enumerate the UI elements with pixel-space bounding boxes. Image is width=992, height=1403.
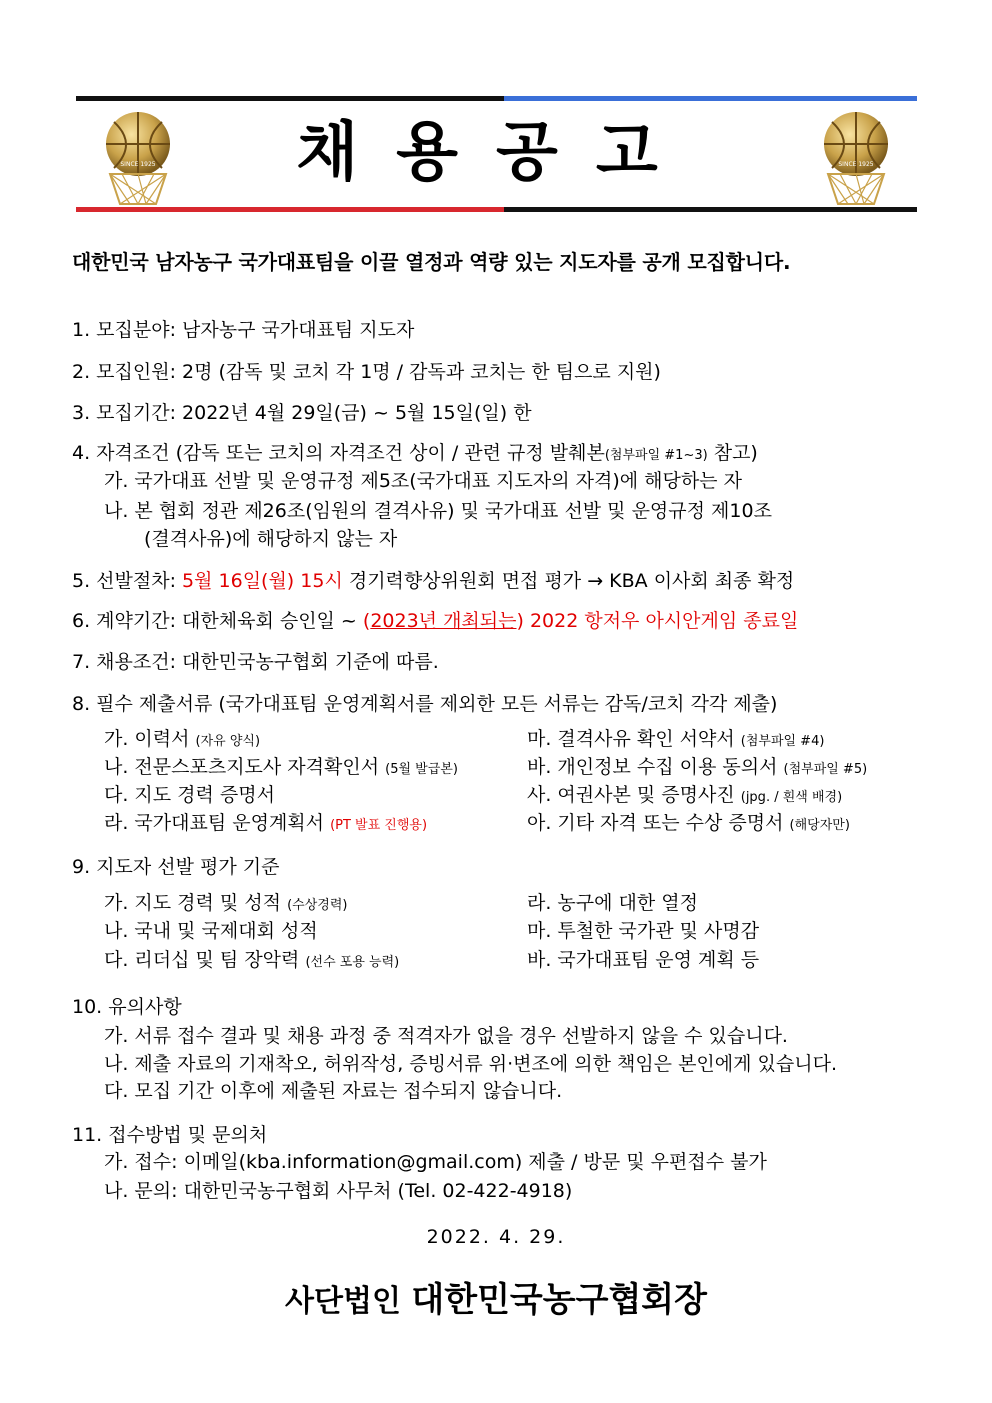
doc-ba [527,753,867,784]
note-na: 나. 제출 자료의 기재착오, 허위작성, 증빙서류 위·변조에 의한 책임은 본인에게 있습니다. [104,1053,837,1075]
logo-since-text-right: SINCE 1925 [838,161,874,168]
doc-na-label: 나. 전문스포츠지도사 자격확인서 [104,756,386,778]
item-5-text: 경기력향상위원회 면접 평가 → KBA 이사회 최종 확정 [342,570,795,592]
item-6-label: 6. 계약기간: 대한체육회 승인일 ~ [72,610,363,632]
doc-ma-note: (첨부파일 #4) [740,734,825,749]
signature-name: 대한민국농구협회장 [411,1280,707,1320]
crit-da [104,946,399,977]
doc-a-note: (해당자만) [789,818,850,833]
crit-ra: 라. 농구에 대한 열정 [527,892,698,914]
bottom-left-bar [76,207,504,212]
doc-a-label: 아. 기타 자격 또는 수상 증명서 [527,812,790,834]
item-4 [72,439,758,470]
doc-na [104,753,458,784]
doc-ga-label: 가. 이력서 [104,728,196,750]
item-8: 8. 필수 제출서류 (국가대표팀 운영계획서를 제외한 모든 서류는 감독/코치 각각 제출) [72,693,778,715]
page-title: 채용공고 [296,116,696,190]
item-1: 1. 모집분야: 남자농구 국가대표팀 지도자 [72,319,415,341]
item-11: 11. 접수방법 및 문의처 [72,1124,268,1146]
signature [0,1272,992,1321]
crit-da-note: (선수 포용 능력) [305,955,400,970]
crit-ga-note: (수상경력) [287,898,348,913]
item-6-held-year: 2023년 개최되는 [370,610,517,632]
doc-ma-label: 마. 결격사유 확인 서약서 [527,728,741,750]
note-da: 다. 모집 기간 이후에 제출된 자료는 접수되지 않습니다. [104,1080,563,1102]
doc-ra [104,809,427,840]
bottom-right-bar [504,207,917,212]
item-4-na: 나. 본 협회 정관 제26조(임원의 결격사유) 및 국가대표 선발 및 운영규정 제10조 [104,500,772,522]
crit-da-label: 다. 리더십 및 팀 장악력 [104,949,306,971]
top-left-bar [76,96,504,101]
doc-sa-note: (jpg. / 흰색 배경) [740,790,843,805]
doc-na-note: (5월 발급본) [385,762,458,777]
crit-ma: 마. 투철한 국가관 및 사명감 [527,920,760,942]
issue-date: 2022. 4. 29. [426,1226,566,1248]
contact-inquiry: 나. 문의: 대한민국농구협회 사무처 (Tel. 02-422-4918) [104,1180,573,1202]
item-10: 10. 유의사항 [72,996,182,1018]
item-5 [72,567,794,595]
doc-da: 다. 지도 경력 증명서 [104,784,275,806]
doc-sa-label: 사. 여권사본 및 증명사진 [527,784,741,806]
item-3: 3. 모집기간: 2022년 4월 29일(금) ~ 5월 15일(일) 한 [72,402,532,424]
doc-ra-note: (PT 발표 진행용) [330,818,428,833]
contact-apply: 가. 접수: 이메일(kba.information@gmail.com) 제출 / 방문 및 우편접수 불가 [104,1151,767,1173]
crit-na: 나. 국내 및 국제대회 성적 [104,920,318,942]
item-2: 2. 모집인원: 2명 (감독 및 코치 각 1명 / 감독과 코치는 한 팀으로 지원) [72,361,661,383]
item-4-text: 4. 자격조건 (감독 또는 코치의 자격조건 상이 / 관련 규정 발췌본 [72,442,605,464]
item-4-tail: 참고) [707,442,758,464]
note-ga: 가. 서류 접수 결과 및 채용 과정 중 적격자가 없을 경우 선발하지 않을 수 있습니다. [104,1025,788,1047]
doc-ma [527,725,824,756]
top-right-bar [504,96,917,101]
item-4-ga: 가. 국가대표 선발 및 운영규정 제5조(국가대표 지도자의 자격)에 해당하는 자 [104,470,742,492]
item-9: 9. 지도자 선발 평가 기준 [72,856,280,878]
doc-ba-label: 바. 개인정보 수집 이용 동의서 [527,756,784,778]
headline: 대한민국 남자농구 국가대표팀을 이끌 열정과 역량 있는 지도자를 공개 모집합니다. [72,250,791,274]
doc-a [527,809,850,840]
item-4-attachment: (첨부파일 #1~3) [604,448,708,463]
item-6 [72,607,798,635]
doc-ga-note: (자유 양식) [195,734,261,749]
item-6-end: ) 2022 항저우 아시안게임 종료일 [516,610,799,632]
item-6-paren-open: ( [362,610,371,632]
crit-ga-label: 가. 지도 경력 및 성적 [104,892,288,914]
crit-ba: 바. 국가대표팀 운영 계획 등 [527,949,760,971]
doc-sa [527,781,842,812]
item-4-na-cont: (결격사유)에 해당하지 않는 자 [144,528,398,550]
logo-since-text: SINCE 1925 [120,161,156,168]
item-5-label: 5. 선발절차: [72,570,183,592]
item-7: 7. 채용조건: 대한민국농구협회 기준에 따름. [72,651,439,673]
doc-ra-label: 라. 국가대표팀 운영계획서 [104,812,331,834]
doc-ba-note: (첨부파일 #5) [783,762,868,777]
doc-ga [104,725,260,756]
crit-ga [104,889,347,920]
item-5-date: 5월 16일(월) 15시 [182,570,343,592]
signature-prefix: 사단법인 [285,1284,412,1319]
